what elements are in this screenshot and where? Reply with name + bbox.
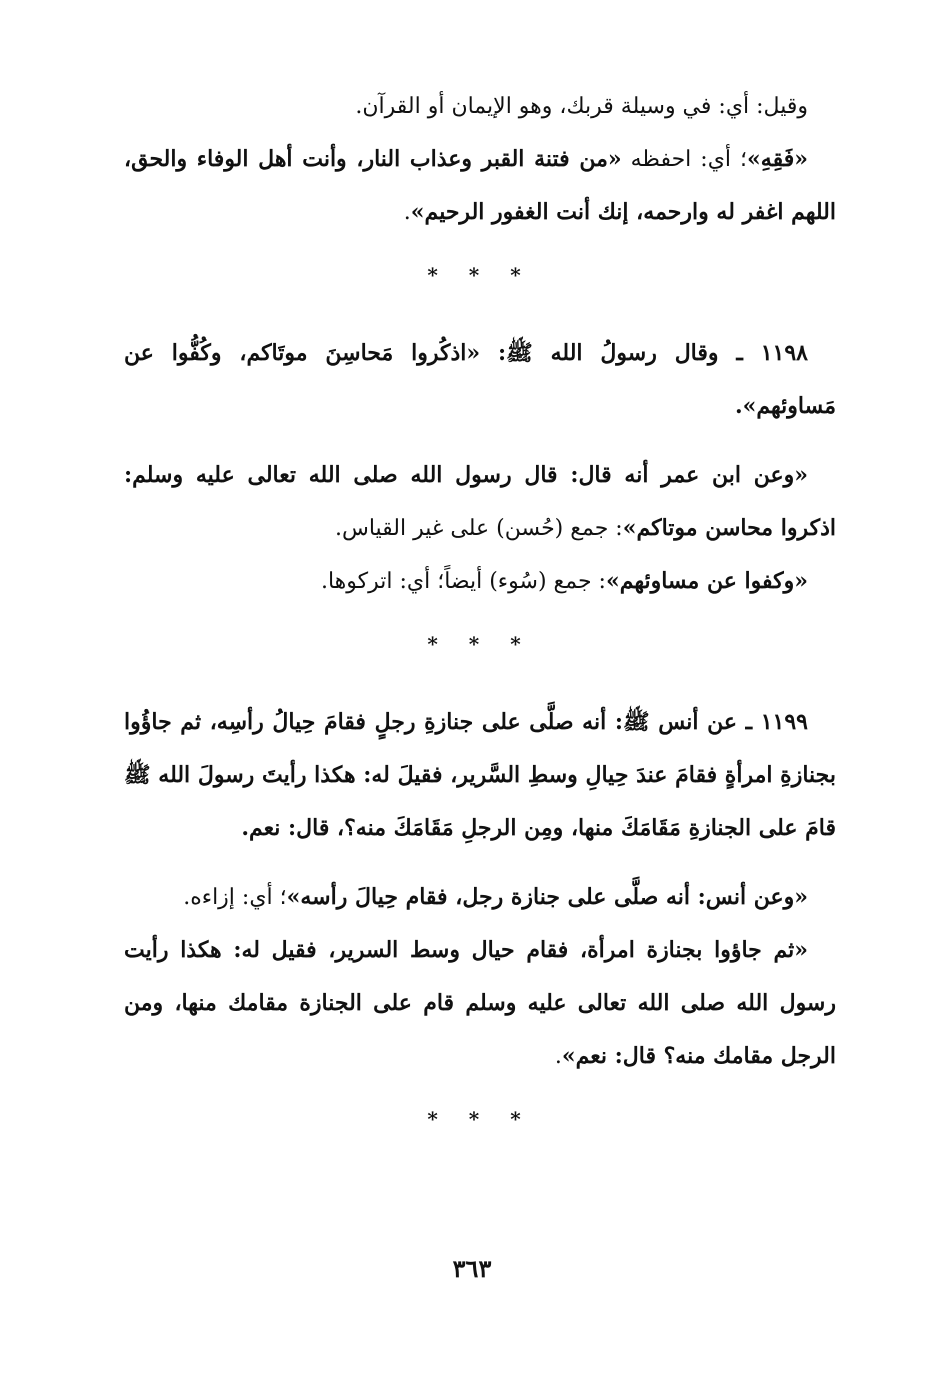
quoted-hadith: «وعن أنس: أنه صلَّى على جنازة رجل، فقام حِيالَ رأسه»	[286, 884, 808, 910]
quoted-term: «فَقِهِ»	[747, 146, 808, 172]
section-separator: * * *	[427, 263, 533, 287]
quoted-hadith: «ثم جاؤوا بجنازة امرأة، فقام حيال وسط السرير، فقيل له: هكذا رأيت رسول الله صلى الله تعالى عليه وسلم قام على الجنازة مقامك منها، ومن الرجل مقامك منه؟ قال: نعم»	[124, 937, 836, 1069]
page-body	[124, 80, 836, 1155]
paragraph-text: وقيل: أي: في وسيلة قربك، وهو الإيمان أو القرآن.	[355, 94, 808, 119]
commentary-1199-a	[124, 871, 836, 924]
hadith-text: ١١٩٩ ـ عن أنس ﷺ: أنه صلَّى على جنازةِ رجلٍ فقامَ حِيالُ رأسِه، ثم جاؤُوا بجنازةِ امرأةٍ فقامَ عندَ حِيالِ وسطِ السَّرير، فقيلَ له: هكذا رأيتَ رسولَ الله ﷺ قامَ على الجنازةِ مَقَامَكَ منها، ومِن الرجلِ مَقَامَكَ منه؟، قال: نعم.	[124, 709, 836, 841]
paragraph-wasila	[124, 80, 836, 133]
paragraph-text: ؛ أي: إزاءه.	[183, 885, 287, 910]
quoted-hadith: «وعن ابن عمر أنه قال: قال رسول الله صلى الله تعالى عليه وسلم: اذكروا محاسن موتاكم»	[124, 462, 836, 541]
commentary-1199-b	[124, 924, 836, 1083]
quoted-hadith: «وكفوا عن مساوئهم»	[605, 568, 808, 594]
paragraph-text: .	[554, 1044, 562, 1069]
paragraph-text: : جمع (سُوء) أيضاً؛ أي: اتركوها.	[320, 569, 606, 594]
hadith-text: ١١٩٨ ـ وقال رسولُ الله ﷺ: «اذكُروا مَحاسِنَ موتَاكم، وكُفُّوا عن مَساوئهم».	[124, 340, 836, 419]
page-number: ٣٦٣	[452, 1254, 492, 1283]
hadith-1199	[124, 696, 836, 855]
paragraph-faqihi	[124, 133, 836, 239]
paragraph-text: : جمع (حُسن) على غير القياس.	[334, 516, 623, 541]
paragraph-text: .	[403, 200, 411, 225]
quoted-hadith: «من فتنة القبر وعذاب النار، وأنت أهل الوفاء والحق، اللهم اغفر له وارحمه، إنك أنت الغفور الرحيم»	[124, 146, 836, 225]
paragraph-text: ؛ أي: احفظه	[621, 147, 748, 172]
section-separator: * * *	[427, 632, 533, 656]
commentary-1198-b	[124, 555, 836, 608]
section-separator: * * *	[427, 1107, 533, 1131]
hadith-1198	[124, 327, 836, 433]
commentary-1198-a	[124, 449, 836, 555]
